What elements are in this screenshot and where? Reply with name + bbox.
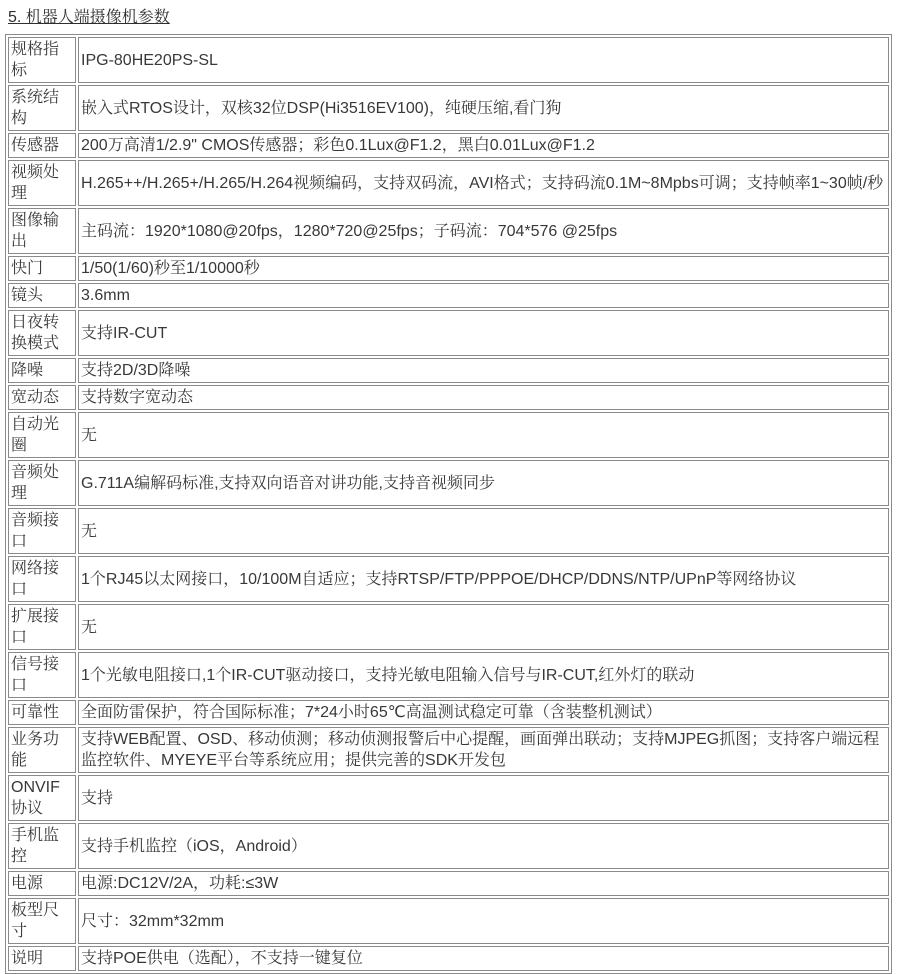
spec-label: 日夜转换模式	[11, 314, 60, 352]
table-row	[8, 160, 889, 206]
spec-value-cell	[78, 133, 889, 158]
spec-label: 音频接口	[11, 512, 60, 550]
spec-value: 支持IR-CUT	[81, 324, 168, 342]
spec-value-cell	[78, 256, 889, 281]
spec-label-cell	[8, 823, 76, 869]
table-row	[8, 946, 889, 971]
spec-label: 业务功能	[11, 731, 60, 769]
spec-label-cell	[8, 358, 76, 383]
spec-label: 手机监控	[11, 827, 60, 865]
spec-label-cell	[8, 256, 76, 281]
spec-label-cell	[8, 85, 76, 131]
table-row	[8, 604, 889, 650]
table-row	[8, 727, 889, 773]
spec-label-cell	[8, 37, 76, 83]
spec-value-cell	[78, 385, 889, 410]
spec-value: 支持手机监控（iOS，Android）	[81, 837, 307, 855]
spec-value-cell	[78, 556, 889, 602]
spec-value-cell	[78, 160, 889, 206]
spec-table-body	[8, 37, 889, 971]
spec-label-cell	[8, 775, 76, 821]
spec-value-cell	[78, 283, 889, 308]
table-row	[8, 652, 889, 698]
spec-value: 主码流：1920*1080@20fps，1280*720@25fps；子码流：704*576 @25fps	[81, 222, 618, 240]
spec-value-cell	[78, 358, 889, 383]
table-row	[8, 871, 889, 896]
spec-label: 图像输出	[11, 212, 60, 250]
spec-value: 1个光敏电阻接口,1个IR-CUT驱动接口，支持光敏电阻输入信号与IR-CUT,红外灯的联动	[81, 666, 695, 684]
spec-label: 板型尺寸	[11, 902, 60, 940]
spec-label: 音频处理	[11, 464, 60, 502]
spec-value-cell	[78, 508, 889, 554]
table-row	[8, 256, 889, 281]
spec-label-cell	[8, 508, 76, 554]
spec-value-cell	[78, 208, 889, 254]
spec-value-cell	[78, 898, 889, 944]
spec-label: 系统结构	[11, 89, 60, 127]
spec-label-cell	[8, 460, 76, 506]
spec-value: 电源:DC12V/2A，功耗:≤3W	[81, 875, 279, 892]
spec-label: 网络接口	[11, 560, 60, 598]
spec-value-cell	[78, 727, 889, 773]
table-row	[8, 310, 889, 356]
table-row	[8, 460, 889, 506]
spec-label-cell	[8, 283, 76, 308]
spec-value-cell	[78, 604, 889, 650]
spec-label: 宽动态	[11, 389, 60, 406]
spec-label: 视频处理	[11, 164, 60, 202]
spec-value-cell	[78, 775, 889, 821]
spec-label: ONVIF协议	[11, 779, 60, 817]
spec-label-cell	[8, 871, 76, 896]
spec-value-cell	[78, 871, 889, 896]
section-title: 5. 机器人端摄像机参数	[8, 9, 170, 26]
spec-value: 200万高清1/2.9" CMOS传感器；彩色0.1Lux@F1.2，黑白0.01Lux@F1.2	[81, 137, 595, 154]
spec-value: 支持数字宽动态	[81, 389, 194, 406]
spec-value-cell	[78, 37, 889, 83]
spec-value: 支持WEB配置、OSD、移动侦测；移动侦测报警后中心提醒，画面弹出联动；支持MJPEG抓图；支持客户端远程监控软件、MYEYE平台等系统应用；提供完善的SDK开发包	[81, 731, 880, 769]
spec-value: 支持2D/3D降噪	[81, 362, 191, 379]
table-row	[8, 898, 889, 944]
table-row	[8, 37, 889, 83]
spec-label: 信号接口	[11, 656, 60, 694]
spec-label-cell	[8, 310, 76, 356]
spec-label-cell	[8, 898, 76, 944]
spec-label-cell	[8, 604, 76, 650]
table-row	[8, 85, 889, 131]
spec-label-cell	[8, 652, 76, 698]
table-row	[8, 208, 889, 254]
table-row	[8, 556, 889, 602]
table-row	[8, 385, 889, 410]
table-row	[8, 508, 889, 554]
spec-value: 1个RJ45以太网接口，10/100M自适应；支持RTSP/FTP/PPPOE/DHCP/DDNS/NTP/UPnP等网络协议	[81, 570, 797, 588]
spec-label: 镜头	[11, 287, 44, 304]
spec-value: 嵌入式RTOS设计，双核32位DSP(Hi3516EV100)，纯硬压缩,看门狗	[81, 99, 562, 117]
spec-value: 无	[81, 426, 98, 444]
spec-value-cell	[78, 85, 889, 131]
spec-value-cell	[78, 412, 889, 458]
spec-value: G.711A编解码标准,支持双向语音对讲功能,支持音视频同步	[81, 474, 495, 492]
spec-label-cell	[8, 160, 76, 206]
spec-label: 自动光圈	[11, 416, 60, 454]
spec-label: 降噪	[11, 362, 44, 379]
spec-label: 说明	[11, 950, 44, 967]
spec-label: 快门	[11, 260, 44, 277]
spec-value: 3.6mm	[81, 287, 130, 304]
table-row	[8, 412, 889, 458]
spec-label: 电源	[11, 875, 44, 892]
spec-value: 1/50(1/60)秒至1/10000秒	[81, 260, 260, 277]
spec-label-cell	[8, 412, 76, 458]
table-row	[8, 358, 889, 383]
table-row	[8, 133, 889, 158]
table-row	[8, 775, 889, 821]
spec-label: 可靠性	[11, 704, 60, 721]
spec-label-cell	[8, 946, 76, 971]
spec-value-cell	[78, 310, 889, 356]
spec-value: 支持	[81, 789, 114, 807]
spec-value: IPG-80HE20PS-SL	[81, 51, 218, 69]
spec-label-cell	[8, 133, 76, 158]
table-row	[8, 283, 889, 308]
spec-label: 规格指标	[11, 41, 60, 79]
spec-value: H.265++/H.265+/H.265/H.264视频编码，支持双码流，AVI格式；支持码流0.1M~8Mpbs可调；支持帧率1~30帧/秒	[81, 174, 884, 192]
spec-label: 扩展接口	[11, 608, 60, 646]
spec-value-cell	[78, 823, 889, 869]
spec-table	[5, 34, 892, 974]
spec-label: 传感器	[11, 137, 60, 154]
spec-label-cell	[8, 385, 76, 410]
spec-value: 无	[81, 522, 98, 540]
spec-value-cell	[78, 946, 889, 971]
table-row	[8, 700, 889, 725]
spec-value: 尺寸：32mm*32mm	[81, 912, 225, 930]
spec-value: 支持POE供电（选配），不支持一键复位	[81, 950, 363, 967]
spec-value: 全面防雷保护，符合国际标准；7*24小时65℃高温测试稳定可靠（含装整机测试）	[81, 704, 662, 721]
spec-label-cell	[8, 208, 76, 254]
spec-label-cell	[8, 556, 76, 602]
spec-value-cell	[78, 700, 889, 725]
spec-label-cell	[8, 700, 76, 725]
spec-value-cell	[78, 460, 889, 506]
spec-value-cell	[78, 652, 889, 698]
spec-label-cell	[8, 727, 76, 773]
spec-value: 无	[81, 618, 98, 636]
table-row	[8, 823, 889, 869]
